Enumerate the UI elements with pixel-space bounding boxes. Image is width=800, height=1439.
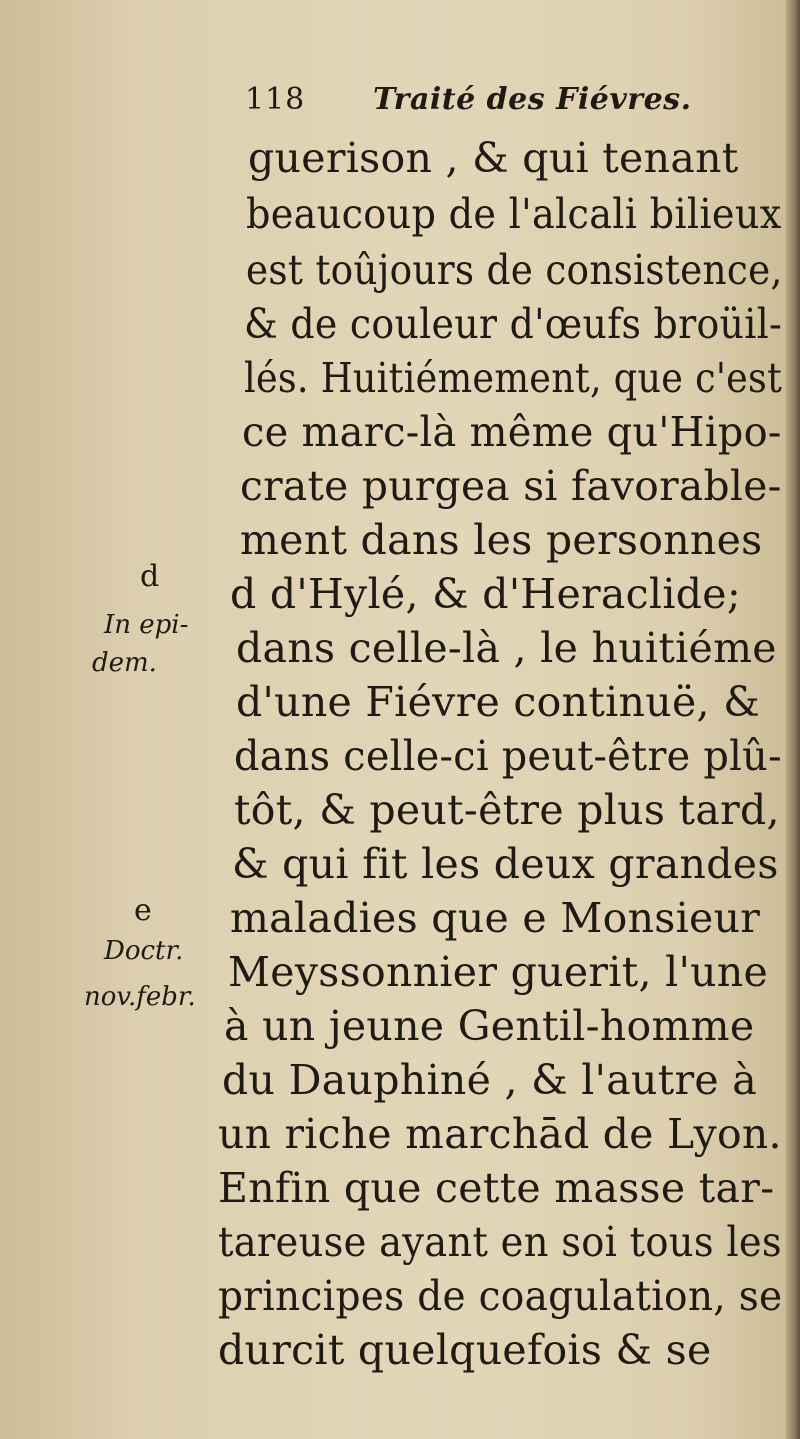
text-line: Meyssonnier guerit, l'une xyxy=(228,948,769,996)
margin-note-e-line-1: Doctr. xyxy=(104,936,184,966)
text-line: tôt, & peut-être plus tard, xyxy=(234,786,780,834)
text-line: guerison , & qui tenant xyxy=(248,134,739,182)
margin-note-letter-d: d xyxy=(140,559,160,594)
text-line: durcit quelquefois & se xyxy=(218,1326,712,1374)
text-line: & qui fit les deux grandes xyxy=(232,840,779,888)
text-line: lés. Huitiémement, que c'est xyxy=(244,354,783,402)
text-line: crate purgea si favorable- xyxy=(240,462,782,510)
margin-note-d-line-2: dem. xyxy=(92,648,157,678)
text-line: Enfin que cette masse tar- xyxy=(218,1164,775,1212)
text-line: d'une Fiévre continuë, & xyxy=(236,678,760,726)
text-line: principes de coagulation, se xyxy=(218,1272,783,1320)
margin-note-e-line-2: nov.febr. xyxy=(84,982,196,1012)
text-line: d d'Hylé, & d'Heraclide; xyxy=(230,570,741,618)
text-line: ment dans les personnes xyxy=(240,516,763,564)
page-number: 118 xyxy=(245,82,306,117)
text-line: maladies que e Monsieur xyxy=(230,894,761,942)
text-line: dans celle-là , le huitiéme xyxy=(236,624,777,672)
text-line: ce marc-là même qu'Hipo- xyxy=(242,408,782,456)
text-line: dans celle-ci peut-être plû- xyxy=(234,732,782,780)
text-line: du Dauphiné , & l'autre à xyxy=(222,1056,758,1104)
page-gutter-shadow xyxy=(786,0,800,1439)
running-title: Traité des Fiévres. xyxy=(373,82,692,117)
text-line: est toûjours de consistence, xyxy=(246,246,783,294)
text-line: beaucoup de l'alcali bilieux xyxy=(246,190,782,238)
margin-note-letter-e: e xyxy=(134,893,152,928)
text-line: tareuse ayant en soi tous les xyxy=(218,1218,782,1266)
margin-note-d-line-1: In epi- xyxy=(104,610,189,640)
text-line: un riche marchād de Lyon. xyxy=(218,1110,782,1158)
text-line: & de couleur d'œufs broüil- xyxy=(244,300,783,348)
text-line: à un jeune Gentil-homme xyxy=(224,1002,755,1050)
running-head xyxy=(245,82,765,128)
